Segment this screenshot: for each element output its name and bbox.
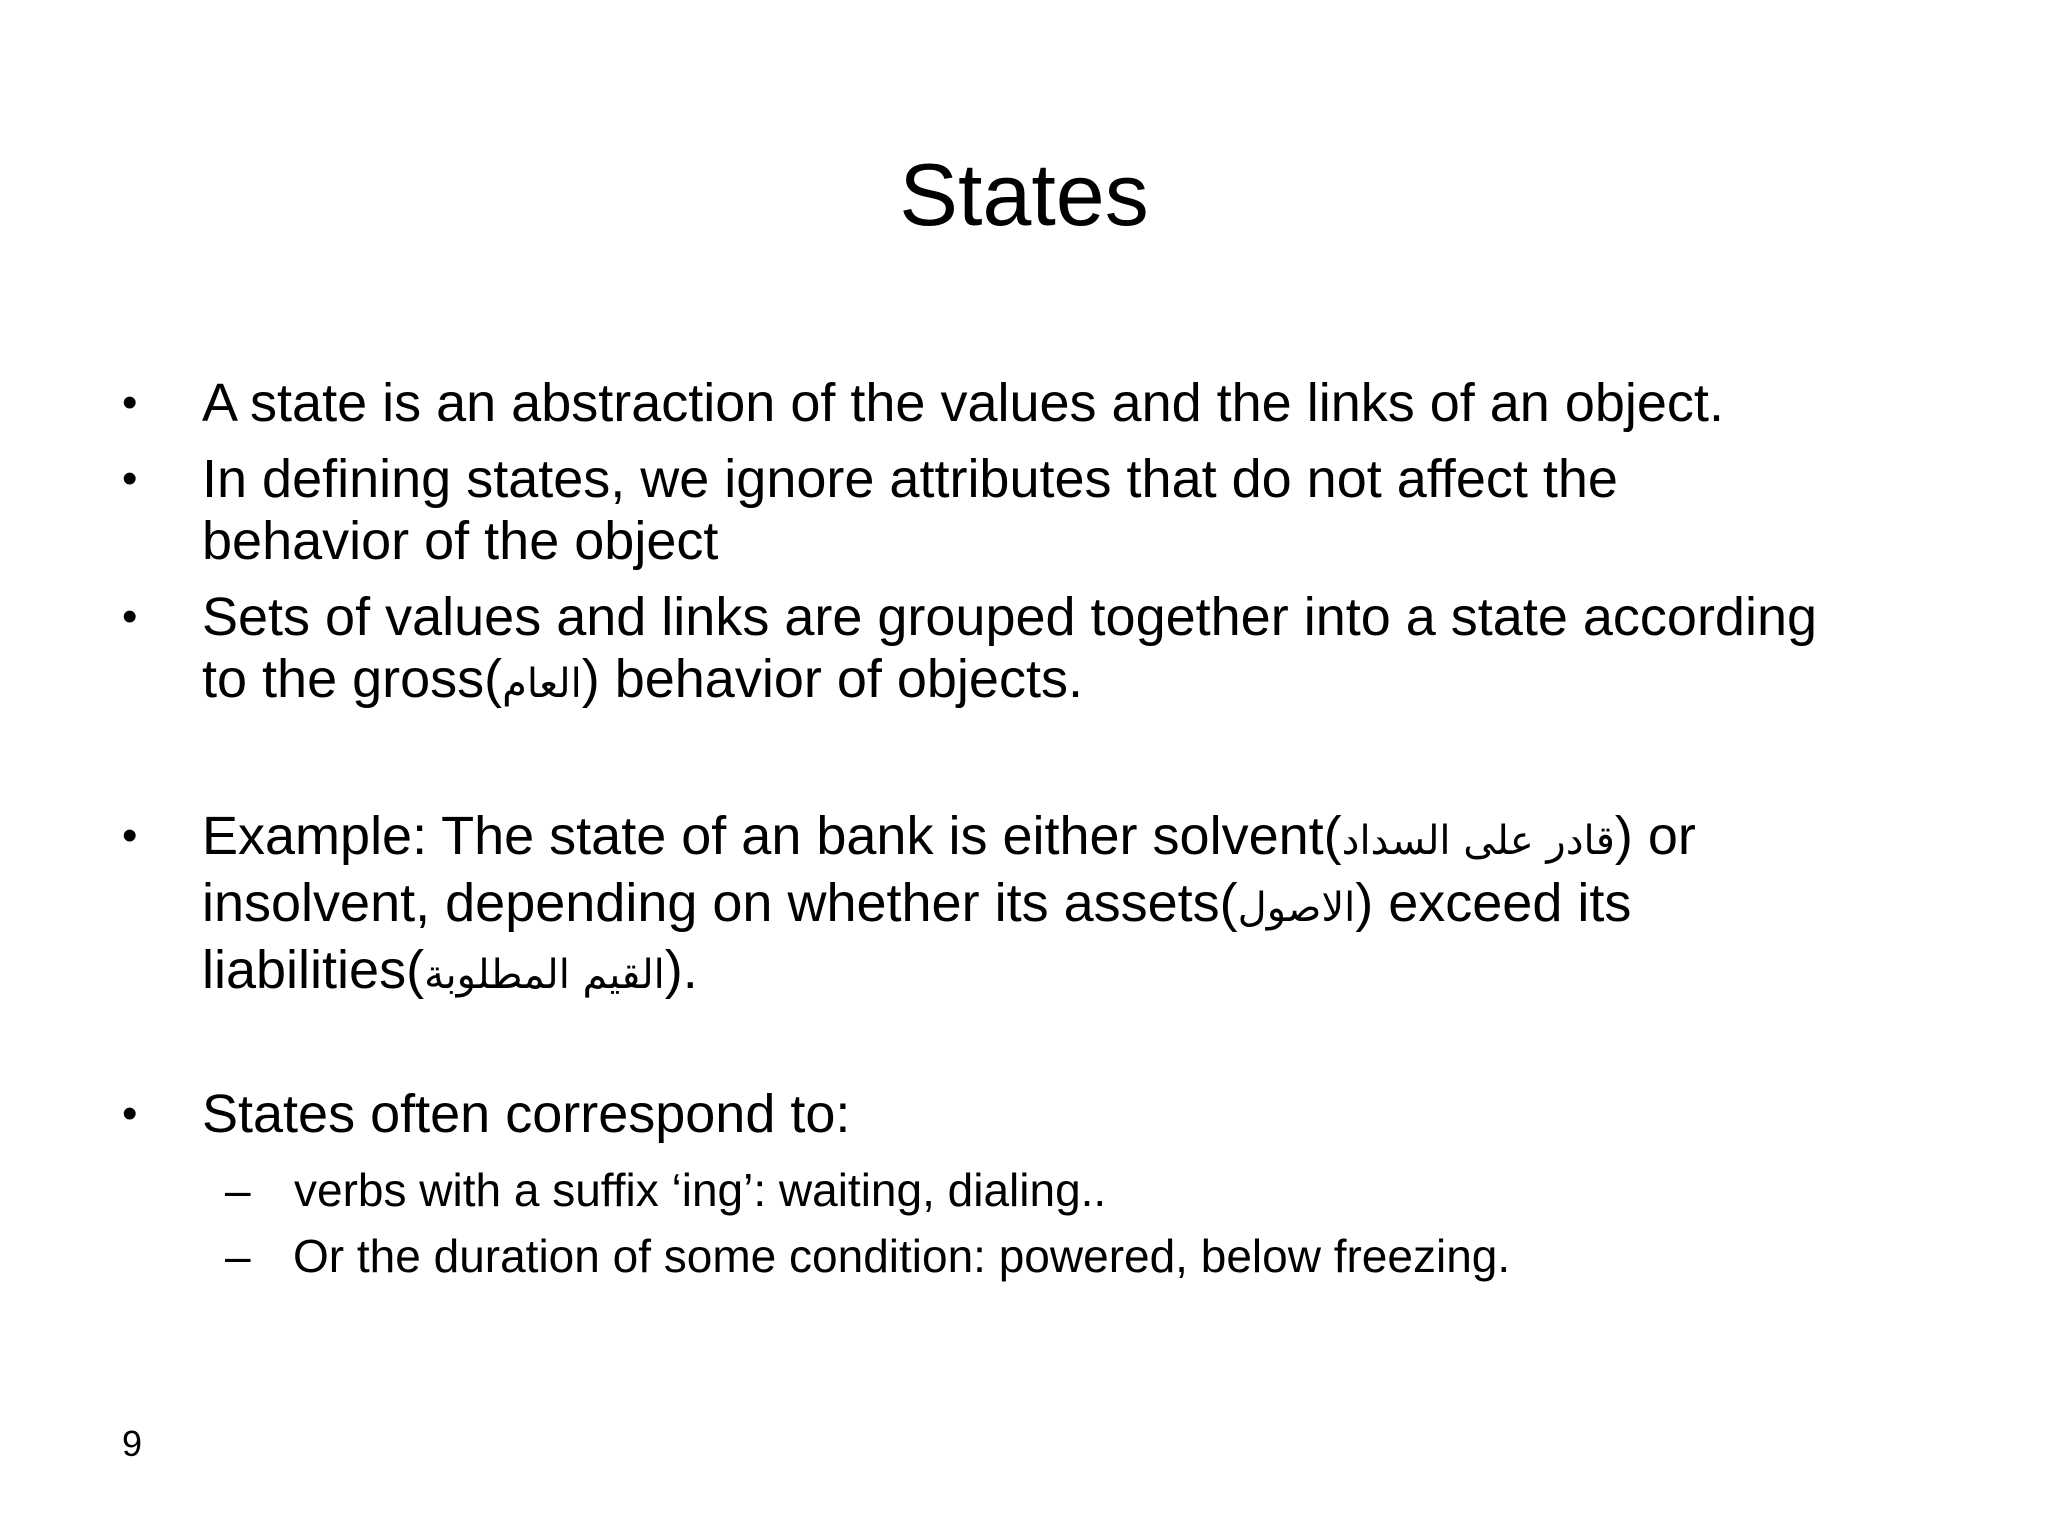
text-fragment: to the gross( (202, 649, 503, 709)
text-fragment: ) behavior of objects. (581, 649, 1083, 709)
bullet-line (202, 648, 1942, 715)
bullet-line: In defining states, we ignore attributes that do not affect the (202, 449, 1618, 509)
bullet-text (202, 586, 1942, 715)
bullet-dot: • (122, 378, 138, 427)
bullet-line: States often correspond to: (202, 1084, 851, 1144)
bullet-line: Sets of values and links are grouped together into a state according (202, 587, 1818, 647)
bullet-text (202, 448, 1942, 572)
text-fragment: ) or (1614, 806, 1696, 866)
text-fragment: ). (664, 940, 698, 1000)
slide-title: States (899, 145, 1149, 244)
text-fragment: Example: The state of an bank is either solvent( (202, 806, 1342, 866)
bullet-dot: • (122, 811, 138, 860)
bullet-dot: • (122, 1089, 138, 1138)
bullet-text (202, 1083, 1942, 1145)
bullet-line: behavior of the object (202, 511, 719, 571)
text-fragment: ) exceed its (1355, 873, 1632, 933)
bullet-line: A state is an abstraction of the values and the links of an object. (202, 373, 1724, 433)
dash-marker: – (225, 1230, 251, 1282)
bullet-line (202, 872, 1942, 939)
page-number: 9 (122, 1423, 143, 1464)
arabic-gloss: القيم المطلوبة (424, 952, 665, 998)
text-fragment: insolvent, depending on whether its assets( (202, 873, 1238, 933)
text-fragment: liabilities( (202, 940, 425, 1000)
bullet-line (202, 805, 1942, 872)
dash-marker: – (225, 1164, 251, 1216)
bullet-dot: • (122, 454, 138, 503)
bullet-text (202, 372, 1942, 434)
bullet-dot: • (122, 592, 138, 641)
sub-bullet-text: verbs with a suffix ‘ing’: waiting, dialing.. (294, 1164, 1107, 1216)
sub-bullet-text: Or the duration of some condition: powered, below freezing. (293, 1230, 1511, 1282)
bullet-text (202, 805, 1942, 1006)
arabic-gloss: قادر على السداد (1341, 818, 1615, 864)
bullet-line (202, 939, 1942, 1006)
arabic-gloss: العام (502, 661, 582, 707)
arabic-gloss: الاصول (1237, 885, 1356, 931)
